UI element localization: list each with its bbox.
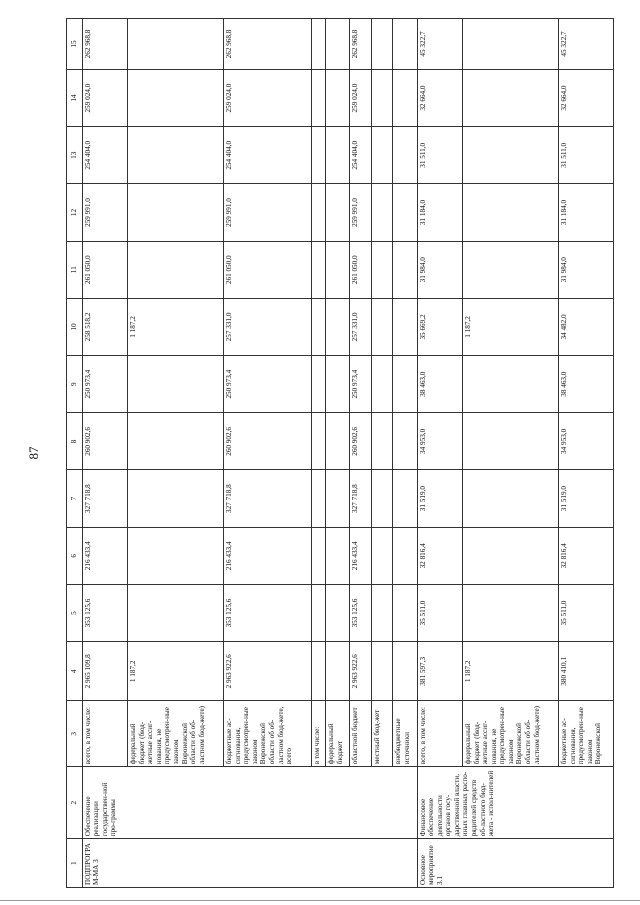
value-cell: 31 511,0 [417,127,462,184]
value-cell [326,642,350,701]
value-cell: 262 968,8 [82,19,127,70]
value-cell: 1 187,2 [127,298,223,355]
value-cell: 259 024,0 [82,69,127,126]
value-cell: 327 718,8 [223,470,311,527]
value-cell [462,356,558,413]
value-cell: 34 953,0 [417,413,462,470]
value-cell [393,527,417,584]
value-cell: 327 718,8 [350,470,372,527]
value-cell [312,298,326,355]
value-cell: 31 184,0 [558,184,613,241]
header-row [67,19,83,888]
value-cell [393,241,417,298]
column-header-14: 14 [67,69,83,126]
value-cell: 258 518,2 [82,298,127,355]
column-header-2: 2 [67,767,83,839]
value-cell [393,184,417,241]
value-cell [127,241,223,298]
value-cell [312,19,326,70]
value-cell: 45 322,7 [558,19,613,70]
column-header-5: 5 [67,584,83,641]
value-cell [127,413,223,470]
value-cell: 32 664,0 [417,69,462,126]
value-cell [393,69,417,126]
value-cell [462,241,558,298]
rotated-table-area [66,18,614,888]
value-cell: 31 511,0 [558,127,613,184]
value-cell: 34 953,0 [558,413,613,470]
column-header-12: 12 [67,184,83,241]
column-header-1: 1 [67,839,83,888]
value-cell [462,69,558,126]
value-cell [393,356,417,413]
value-cell [462,184,558,241]
value-cell [393,127,417,184]
value-cell: 381 597,3 [417,642,462,701]
value-cell: 250 973,4 [82,356,127,413]
value-cell [462,470,558,527]
source-cell: федеральный бюджет (бюд-жетные ассиг-нования, не предусмотрен-ные законом Воронежской области об об-ластном бюд-жете) [127,701,223,767]
value-cell: 216 433,4 [82,527,127,584]
value-cell: 254 404,0 [223,127,311,184]
value-cell [371,527,393,584]
table-row [393,19,417,888]
value-cell: 35 511,0 [417,584,462,641]
value-cell: 380 410,1 [558,642,613,701]
source-cell: областной бюджет [350,701,372,767]
table-row [371,19,393,888]
value-cell: 261 050,0 [350,241,372,298]
value-cell [462,584,558,641]
value-cell [326,241,350,298]
value-cell [312,356,326,413]
value-cell [326,527,350,584]
value-cell [371,584,393,641]
value-cell [393,470,417,527]
value-cell [371,298,393,355]
value-cell [326,69,350,126]
value-cell [326,127,350,184]
value-cell: 32 816,4 [558,527,613,584]
value-cell: 31 984,0 [417,241,462,298]
value-cell: 259 991,0 [350,184,372,241]
source-cell: всего, в том числе: [82,701,127,767]
value-cell [326,413,350,470]
value-cell: 1 187,2 [462,642,558,701]
value-cell [326,184,350,241]
value-cell: 259 024,0 [223,69,311,126]
value-cell [462,413,558,470]
value-cell [462,127,558,184]
value-cell [312,127,326,184]
table-row [350,19,372,888]
source-cell: всего, в том числе: [417,701,462,767]
value-cell [127,470,223,527]
value-cell: 35 511,0 [558,584,613,641]
value-cell: 262 968,8 [223,19,311,70]
value-cell: 35 669,2 [417,298,462,355]
bottom-rule [0,900,640,901]
value-cell [393,642,417,701]
table-row [558,19,613,888]
value-cell: 31 984,0 [558,241,613,298]
value-cell: 31 519,0 [417,470,462,527]
value-cell: 261 050,0 [223,241,311,298]
value-cell [326,356,350,413]
source-cell: федеральный бюджет (бюд-жетные ассиг-нования, не предусмотрен-ные законом Воронежской области об об-ластном бюд-жете) [462,701,558,767]
table-row [312,19,326,888]
value-cell [312,413,326,470]
value-cell: 327 718,8 [82,470,127,527]
column-header-11: 11 [67,241,83,298]
value-cell [371,241,393,298]
column-header-9: 9 [67,356,83,413]
value-cell [127,19,223,70]
value-cell [312,241,326,298]
value-cell [312,470,326,527]
value-cell: 262 968,8 [350,19,372,70]
table-row [82,19,127,888]
value-cell [371,356,393,413]
value-cell: 216 433,4 [350,527,372,584]
value-cell [127,184,223,241]
value-cell: 260 902,6 [223,413,311,470]
value-cell [393,584,417,641]
row-label-cell: Основное мероприятие 3.1 [417,839,614,888]
value-cell: 38 463,0 [558,356,613,413]
source-cell: бюджетные ас-сигнования, предусмотрен-ные законом Воронежской области об об-ластном бюд-жете, всего [223,701,311,767]
value-cell [371,642,393,701]
value-cell: 259 991,0 [223,184,311,241]
column-header-4: 4 [67,642,83,701]
table-row [417,19,462,888]
column-header-7: 7 [67,470,83,527]
value-cell: 254 404,0 [350,127,372,184]
source-cell: внебюджетные источники [393,701,417,767]
value-cell [312,184,326,241]
value-cell [326,584,350,641]
value-cell [312,642,326,701]
row-label-cell: ПОДПРОГРАМ-МА 3 [82,839,417,888]
column-header-6: 6 [67,527,83,584]
value-cell: 34 482,0 [558,298,613,355]
value-cell [393,413,417,470]
value-cell: 353 125,6 [82,584,127,641]
value-cell: 259 024,0 [350,69,372,126]
row-name-cell: Финансовое обеспечение деятельности органов госу-дарственной власти, иных главных распо-рядителей средств об-ластного бюд-жета - испол-нителей [417,767,614,839]
value-cell: 32 664,0 [558,69,613,126]
value-cell [127,127,223,184]
value-cell: 1 187,2 [127,642,223,701]
value-cell: 32 816,4 [417,527,462,584]
value-cell: 259 991,0 [82,184,127,241]
value-cell: 1 187,2 [462,298,558,355]
source-cell: бюджетные ас-сигнования, предусмотрен-ные законом Воронежской [558,701,613,767]
table-body [67,19,614,888]
value-cell: 2 963 922,6 [223,642,311,701]
table-row [462,19,558,888]
value-cell [462,19,558,70]
value-cell: 45 322,7 [417,19,462,70]
value-cell [312,527,326,584]
value-cell: 38 463,0 [417,356,462,413]
value-cell [326,470,350,527]
column-header-13: 13 [67,127,83,184]
value-cell [312,69,326,126]
value-cell [127,69,223,126]
value-cell: 250 973,4 [223,356,311,413]
value-cell: 2 963 922,6 [350,642,372,701]
value-cell [393,298,417,355]
table-row [127,19,223,888]
value-cell [371,184,393,241]
table-rotator [66,18,614,888]
value-cell [371,127,393,184]
source-cell: местный бюд-жет [371,701,393,767]
value-cell: 260 902,6 [350,413,372,470]
value-cell: 260 902,6 [82,413,127,470]
value-cell: 254 404,0 [82,127,127,184]
value-cell [127,584,223,641]
column-header-10: 10 [67,298,83,355]
value-cell: 257 331,0 [350,298,372,355]
table-row [326,19,350,888]
value-cell [127,356,223,413]
value-cell: 250 973,4 [350,356,372,413]
value-cell: 31 519,0 [558,470,613,527]
value-cell: 31 184,0 [417,184,462,241]
value-cell: 353 125,6 [350,584,372,641]
value-cell: 2 965 109,8 [82,642,127,701]
value-cell: 261 050,0 [82,241,127,298]
value-cell [371,470,393,527]
value-cell: 257 331,0 [223,298,311,355]
value-cell: 216 433,4 [223,527,311,584]
page-number: 87 [26,446,41,460]
value-cell [312,584,326,641]
value-cell [326,19,350,70]
value-cell [371,19,393,70]
column-header-3: 3 [67,701,83,767]
column-header-8: 8 [67,413,83,470]
value-cell [371,413,393,470]
source-cell: в том числе: [312,701,326,767]
table-row [223,19,311,888]
value-cell [462,527,558,584]
value-cell: 353 125,6 [223,584,311,641]
budget-table [66,18,614,888]
value-cell [393,19,417,70]
row-name-cell: Обеспечение реализации государствен-ной про-граммы [82,767,417,839]
value-cell [326,298,350,355]
source-cell: федеральный бюджет [326,701,350,767]
column-header-15: 15 [67,19,83,70]
value-cell [371,69,393,126]
value-cell [127,527,223,584]
